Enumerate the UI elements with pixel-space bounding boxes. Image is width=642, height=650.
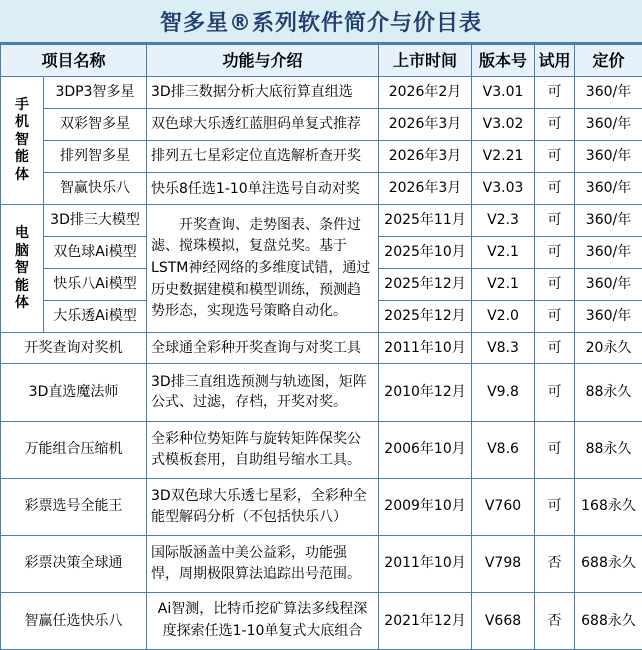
version: V3.02 — [472, 109, 535, 141]
trial: 可 — [535, 301, 575, 333]
trial: 可 — [535, 269, 575, 301]
product-name: 双色球Ai模型 — [44, 237, 147, 269]
version: V2.1 — [472, 237, 535, 269]
release-date: 2026年3月 — [379, 173, 472, 205]
table-row — [1, 535, 642, 592]
product-desc: Ai智测，比特币挖矿算法多线程深度探索任选1-10单复式大底组合 — [147, 592, 379, 649]
table-row — [1, 205, 642, 237]
product-name: 3D直选魔法师 — [1, 364, 147, 421]
table-row — [1, 141, 642, 173]
header-version: 版本号 — [472, 45, 535, 77]
pc-group-desc: 开奖查询、走势图表、条件过滤、搅珠模拟，复盘兑奖。基于LSTM神经网络的多维度试错，通过历史数据建模和模型训练，预测趋势形态，实现选号策略自动化。 — [147, 205, 379, 333]
release-date: 2006年10月 — [379, 421, 472, 478]
release-date: 2009年10月 — [379, 478, 472, 535]
trial: 可 — [535, 109, 575, 141]
product-name: 3DP3智多星 — [44, 77, 147, 109]
version: V3.01 — [472, 77, 535, 109]
version: V2.1 — [472, 269, 535, 301]
table-row — [1, 364, 642, 421]
trial: 可 — [535, 77, 575, 109]
table-row — [1, 592, 642, 649]
release-date: 2026年3月 — [379, 141, 472, 173]
version: V9.8 — [472, 364, 535, 421]
table-header-row — [1, 45, 642, 77]
version: V2.0 — [472, 301, 535, 333]
release-date: 2026年2月 — [379, 77, 472, 109]
trial: 否 — [535, 535, 575, 592]
price: 360/年 — [575, 269, 642, 301]
product-name: 彩票决策全球通 — [1, 535, 147, 592]
product-desc: 排列五七星彩定位直选解析查开奖 — [147, 141, 379, 173]
price: 168永久 — [575, 478, 642, 535]
header-price: 定价 — [575, 45, 642, 77]
trial: 可 — [535, 173, 575, 205]
header-date: 上市时间 — [379, 45, 472, 77]
table-row — [1, 421, 642, 478]
release-date: 2026年3月 — [379, 109, 472, 141]
header-trial: 试用 — [535, 45, 575, 77]
table-row — [1, 109, 642, 141]
group-pc-label: 电 脑 智 能 体 — [1, 205, 44, 333]
page-title: 智多星®系列软件简介与价目表 — [0, 0, 642, 44]
product-name: 3D排三大模型 — [44, 205, 147, 237]
table-row — [1, 77, 642, 109]
price: 360/年 — [575, 205, 642, 237]
product-name: 大乐透Ai模型 — [44, 301, 147, 333]
release-date: 2025年10月 — [379, 237, 472, 269]
group-mobile-label: 手 机 智 能 体 — [1, 77, 44, 205]
version: V2.3 — [472, 205, 535, 237]
version: V8.3 — [472, 333, 535, 364]
price: 360/年 — [575, 77, 642, 109]
price: 88永久 — [575, 364, 642, 421]
release-date: 2010年12月 — [379, 364, 472, 421]
release-date: 2011年10月 — [379, 333, 472, 364]
product-name: 双彩智多星 — [44, 109, 147, 141]
trial: 可 — [535, 364, 575, 421]
price: 20永久 — [575, 333, 642, 364]
price: 360/年 — [575, 109, 642, 141]
trial: 可 — [535, 141, 575, 173]
product-name: 智赢快乐八 — [44, 173, 147, 205]
product-name: 彩票选号全能王 — [1, 478, 147, 535]
price-table — [0, 44, 642, 650]
version: V668 — [472, 592, 535, 649]
version: V3.03 — [472, 173, 535, 205]
product-desc: 3D排三数据分析大底衍算直组选 — [147, 77, 379, 109]
trial: 可 — [535, 333, 575, 364]
product-name: 快乐八Ai模型 — [44, 269, 147, 301]
product-desc: 双色球大乐透红蓝胆码单复式推荐 — [147, 109, 379, 141]
product-name: 开奖查询对奖机 — [1, 333, 147, 364]
product-desc: 快乐8任选1-10单注选号自动对奖 — [147, 173, 379, 205]
product-name: 排列智多星 — [44, 141, 147, 173]
price: 688永久 — [575, 592, 642, 649]
trial: 可 — [535, 205, 575, 237]
release-date: 2025年12月 — [379, 269, 472, 301]
version: V798 — [472, 535, 535, 592]
product-name: 智赢任选快乐八 — [1, 592, 147, 649]
table-row — [1, 173, 642, 205]
header-desc: 功能与介绍 — [147, 45, 379, 77]
trial: 可 — [535, 478, 575, 535]
price: 360/年 — [575, 237, 642, 269]
trial: 可 — [535, 421, 575, 478]
version: V8.6 — [472, 421, 535, 478]
header-name: 项目名称 — [1, 45, 147, 77]
release-date: 2025年12月 — [379, 301, 472, 333]
product-name: 万能组合压缩机 — [1, 421, 147, 478]
release-date: 2011年10月 — [379, 535, 472, 592]
version: V760 — [472, 478, 535, 535]
product-desc: 全球通全彩种开奖查询与对奖工具 — [147, 333, 379, 364]
release-date: 2025年11月 — [379, 205, 472, 237]
price: 688永久 — [575, 535, 642, 592]
table-row — [1, 333, 642, 364]
price: 360/年 — [575, 301, 642, 333]
price: 360/年 — [575, 141, 642, 173]
product-desc: 3D双色球大乐透七星彩，全彩种全能型解码分析（不包括快乐八） — [147, 478, 379, 535]
trial: 可 — [535, 237, 575, 269]
release-date: 2021年12月 — [379, 592, 472, 649]
price: 360/年 — [575, 173, 642, 205]
version: V2.21 — [472, 141, 535, 173]
product-desc: 3D排三直组选预测与轨迹图，矩阵公式、过滤，存档，开奖对奖。 — [147, 364, 379, 421]
price: 88永久 — [575, 421, 642, 478]
product-desc: 全彩种位势矩阵与旋转矩阵保奖公式模板套用，自助组号缩水工具。 — [147, 421, 379, 478]
trial: 否 — [535, 592, 575, 649]
product-desc: 国际版涵盖中美公益彩，功能强悍，周期极限算法追踪出号范围。 — [147, 535, 379, 592]
table-row — [1, 478, 642, 535]
